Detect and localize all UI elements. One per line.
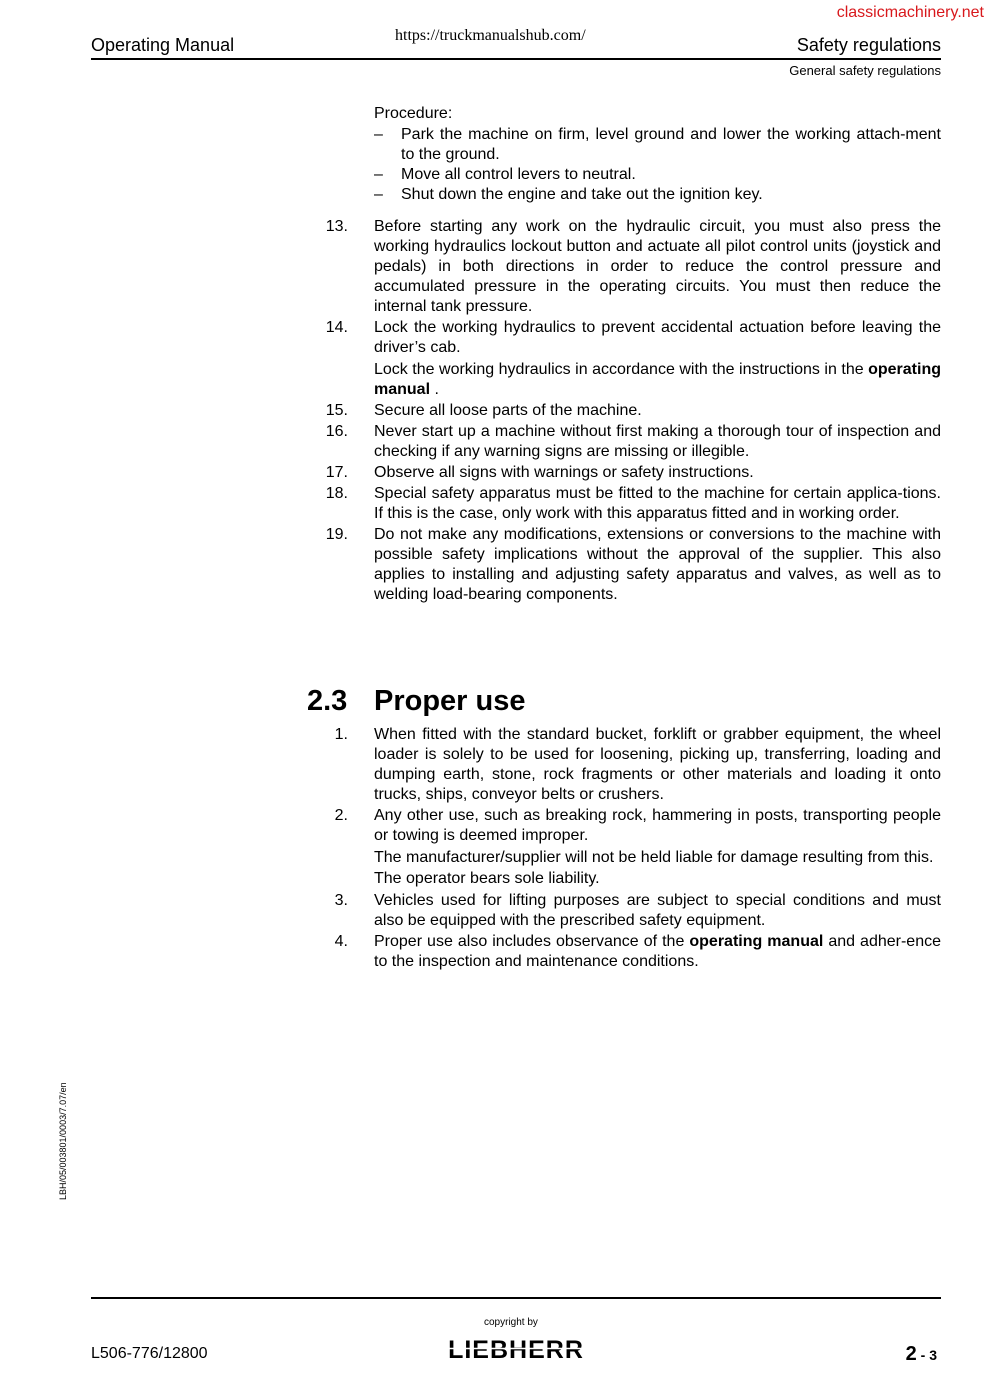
procedure-step [374, 125, 941, 165]
procedure-label: Procedure: [374, 105, 453, 122]
item-text: Lock the working hydraulics to prevent accidental actuation before leaving the driver’s cab. [374, 319, 941, 356]
dash-bullet: – [374, 126, 383, 143]
item-text: Before starting any work on the hydraulic circuit, you must also press the working hydraulics lockout button and actuate all pilot control units (joystick and pedals) in both directions in order to reduce the control pressure and accumulated pressure in the operating circuits. You must then reduce the internal tank pressure. [374, 218, 941, 315]
procedure-step-text: Park the machine on firm, level ground and lower the working attach-ment to the ground. [401, 126, 941, 163]
item-text: Proper use also includes observance of the [374, 933, 690, 950]
item-number: 17. [325, 464, 348, 481]
procedure-step-text: Shut down the engine and take out the ignition key. [401, 186, 763, 203]
list-item-15 [300, 401, 941, 421]
dash-bullet: – [374, 166, 383, 183]
item-2-note: The operator bears sole liability. [374, 870, 600, 887]
item-number: 2. [334, 807, 348, 824]
operating-manual-ref: operating manual [374, 361, 941, 398]
item-text: Observe all signs with warnings or safety instructions. [374, 464, 754, 481]
item-number: 18. [325, 485, 348, 502]
model-number: L506-776/12800 [91, 1345, 208, 1362]
list-item-19 [300, 525, 941, 605]
list-item-13 [300, 217, 941, 317]
item-14-note [374, 360, 941, 400]
liebherr-logo [438, 1336, 594, 1362]
list-item-14 [300, 318, 941, 358]
header-manual-title: Operating Manual [91, 35, 235, 55]
item-text: When fitted with the standard bucket, forklift or grabber equipment, the wheel loader is solely to be used for loosening, picking up, transferring, loading and dumping earth, stone, rock fragments or other materials and loading it onto trucks, ships, conveyor belts or crushers. [374, 726, 941, 803]
item-number: 19. [325, 526, 348, 543]
section-title: Proper use [374, 685, 526, 717]
page-chapter: 2 [905, 1343, 917, 1365]
section-heading [300, 687, 941, 725]
item-number: 16. [325, 423, 348, 440]
list-item-1 [300, 725, 941, 805]
page-index: 3 [929, 1347, 937, 1363]
item-text: Any other use, such as breaking rock, hammering in posts, transporting people or towing is deemed improper. [374, 807, 941, 844]
list-item-18 [300, 484, 941, 524]
item-number: 3. [334, 892, 348, 909]
list-item-16 [300, 422, 941, 462]
item-text-end: and adher-ence to the inspection and maintenance conditions. [374, 933, 942, 970]
item-number: 4. [334, 933, 348, 950]
procedure-step [374, 185, 941, 205]
header-subtitle: General safety regulations [789, 63, 941, 78]
procedure-step [374, 165, 941, 185]
item-number: 1. [334, 726, 348, 743]
item-number: 14. [325, 319, 348, 336]
item-text: Vehicles used for lifting purposes are subject to special conditions and must also be equipped with the prescribed safety equipment. [374, 892, 941, 929]
page-separator: - [916, 1347, 930, 1363]
operating-manual-ref: operating manual [689, 933, 824, 950]
item-number: 13. [325, 218, 348, 235]
item-text: Never start up a machine without first making a thorough tour of inspection and checking if any warning signs are missing or illegible. [374, 423, 941, 460]
document-code: LBH/05/003801/0003/7.07/en [58, 1082, 68, 1200]
page-content [300, 104, 941, 973]
list-item-4 [300, 932, 941, 972]
watermark-text: classicmachinery.net [836, 4, 984, 21]
dash-bullet: – [374, 186, 383, 203]
page-number [906, 1343, 937, 1366]
header-rule [91, 58, 941, 60]
source-url[interactable]: https://truckmanualshub.com/ [395, 27, 586, 44]
item-text: Special safety apparatus must be fitted to the machine for certain applica-tions. If this is the case, only work with this apparatus fitted and in working order. [374, 485, 941, 522]
procedure-step-text: Move all control levers to neutral. [401, 166, 636, 183]
list-item-17 [300, 463, 941, 483]
list-item-3 [300, 891, 941, 931]
section-number: 2.3 [307, 685, 348, 717]
item-text: Do not make any modifications, extensions or conversions to the machine with possible safety implications without the approval of the supplier. This also applies to installing and adjusting safety apparatus and valves, as well as to welding load-bearing components. [374, 526, 941, 603]
item-14-note-end: . [430, 381, 439, 398]
item-number: 15. [325, 402, 348, 419]
footer-rule [91, 1297, 941, 1299]
logo-text: LIEBHERR [448, 1336, 584, 1362]
list-item-2 [300, 806, 941, 846]
item-text: Secure all loose parts of the machine. [374, 402, 642, 419]
item-2-note: The manufacturer/supplier will not be held liable for damage resulting from this. [374, 849, 934, 866]
header-chapter-title: Safety regulations [796, 35, 941, 55]
item-14-note-text: Lock the working hydraulics in accordance with the instructions in the [374, 361, 864, 378]
copyright-label: copyright by [484, 1317, 538, 1328]
